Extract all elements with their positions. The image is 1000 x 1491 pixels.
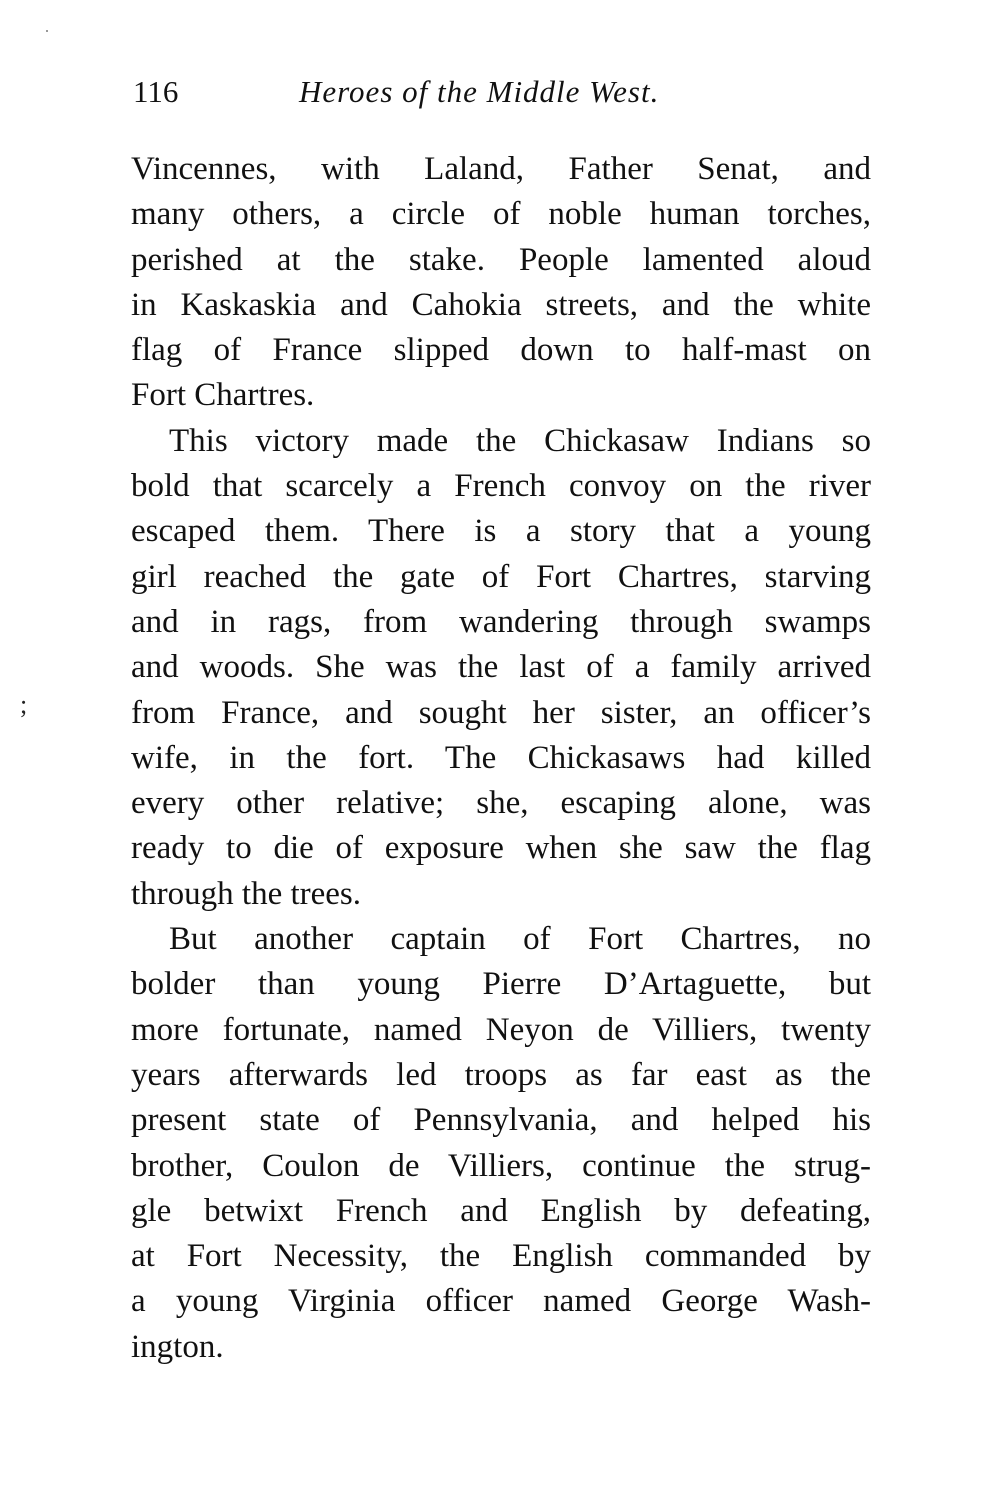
text-line: ready to die of exposure when she saw the flag [131, 830, 871, 867]
text-line: every other relative; she, escaping alone, was [131, 785, 871, 822]
text-line: and woods. She was the last of a family arrived [131, 649, 871, 686]
text-line: perished at the stake. People lamented aloud [131, 241, 871, 278]
text-line: a young Virginia officer named George Wash- [131, 1283, 871, 1320]
text-line: ington. [131, 1328, 224, 1365]
text-line: flag of France slipped down to half-mast on [131, 332, 871, 369]
text-line: bolder than young Pierre D’Artaguette, but [131, 966, 871, 1003]
text-line: at Fort Necessity, the English commanded by [131, 1238, 871, 1275]
page-header [133, 74, 873, 114]
page-number: 116 [133, 74, 179, 109]
paragraph-1 [131, 147, 871, 419]
text-line: Vincennes, with Laland, Father Senat, and [131, 151, 871, 187]
text-line: wife, in the fort. The Chickasaws had killed [131, 739, 871, 776]
text-line: present state of Pennsylvania, and helped his [131, 1102, 871, 1139]
text-line: and in rags, from wandering through swamps [131, 603, 871, 640]
text-line: more fortunate, named Neyon de Villiers, twenty [131, 1011, 871, 1048]
text-line: many others, a circle of noble human torches, [131, 196, 871, 233]
text-body [131, 147, 871, 1370]
text-line: through the trees. [131, 875, 362, 912]
text-line: in Kaskaskia and Cahokia streets, and the white [131, 286, 871, 323]
text-line: escaped them. There is a story that a young [131, 513, 871, 550]
text-line: gle betwixt French and English by defeating, [131, 1192, 871, 1229]
scan-speck [46, 30, 48, 32]
margin-mark: ; [20, 690, 28, 719]
text-line: from France, and sought her sister, an officer’s [131, 694, 871, 731]
text-line: girl reached the gate of Fort Chartres, starving [131, 558, 871, 595]
text-line: bold that scarcely a French convoy on the river [131, 468, 871, 505]
paragraph-2 [131, 419, 871, 917]
text-line: brother, Coulon de Villiers, continue the strug- [131, 1147, 871, 1184]
text-line: But another captain of Fort Chartres, no [169, 921, 871, 958]
running-title: Heroes of the Middle West. [299, 74, 660, 109]
text-line: years afterwards led troops as far east as the [131, 1056, 871, 1093]
paragraph-3 [131, 917, 871, 1370]
text-line: Fort Chartres. [131, 377, 315, 414]
text-line: This victory made the Chickasaw Indians so [169, 422, 871, 459]
